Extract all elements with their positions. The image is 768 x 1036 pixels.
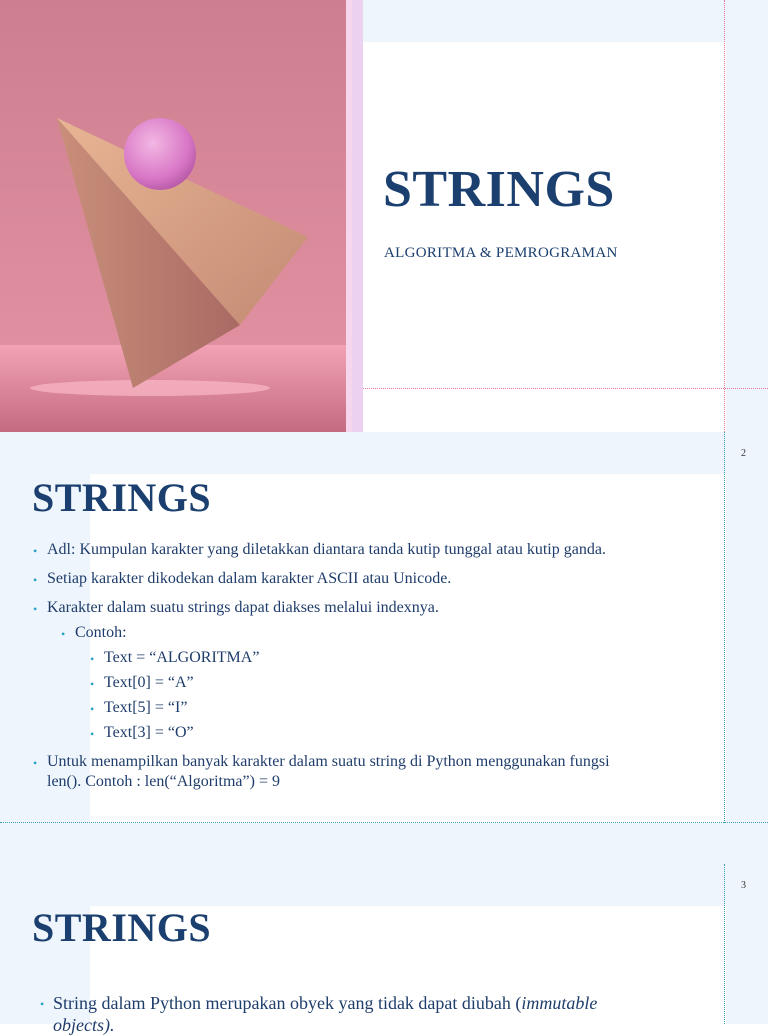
- slide-3-title: STRINGS: [32, 905, 212, 950]
- slide-gap: [0, 823, 768, 864]
- bullet-dot-icon: •: [61, 627, 66, 641]
- page-number: 2: [741, 448, 746, 459]
- right-band: [726, 864, 768, 1024]
- list-item: • String dalam Python merupakan obyek yang tidak dapat diubah (immutable objects).: [40, 993, 598, 1035]
- guide-line-v: [724, 864, 725, 1024]
- list-item: • Text = “ALGORITMA”: [33, 648, 683, 668]
- list-item: • Text[3] = “O”: [33, 723, 683, 743]
- decor-strip-inner: [352, 0, 363, 432]
- bullet-dot-icon: •: [33, 544, 38, 558]
- slide-1-subtitle: ALGORITMA & PEMROGRAMAN: [384, 245, 618, 261]
- list-item: • Text[5] = “I”: [33, 698, 683, 718]
- slide-2-title: STRINGS: [32, 475, 212, 520]
- bullet-dot-icon: •: [90, 702, 95, 716]
- bullet-dot-icon: •: [90, 652, 95, 666]
- slide-1-title: STRINGS: [383, 161, 615, 218]
- slide-2: [0, 432, 768, 823]
- bullet-dot-icon: •: [33, 602, 38, 616]
- bullet-dot-icon: •: [33, 573, 38, 587]
- top-band: [0, 864, 768, 906]
- guide-line-h: [0, 822, 768, 823]
- bullet-dot-icon: •: [40, 997, 45, 1011]
- right-band: [726, 432, 768, 823]
- sphere-shape: [124, 118, 196, 190]
- guide-line-v: [724, 432, 725, 823]
- slide-1: [0, 0, 768, 432]
- list-item: • Untuk menampilkan banyak karakter dalam suatu string di Python menggunakan fungsi len(). Contoh : len(“Algoritma”) = 9: [33, 753, 610, 790]
- guide-line-h: [363, 388, 768, 389]
- bullet-list: [40, 992, 660, 1036]
- list-item: • Setiap karakter dikodekan dalam karakter ASCII atau Unicode.: [33, 569, 683, 589]
- bullet-dot-icon: •: [90, 677, 95, 691]
- bullet-dot-icon: •: [33, 756, 38, 770]
- right-band: [726, 0, 768, 432]
- bullet-dot-icon: •: [90, 727, 95, 741]
- bullet-list: [33, 540, 683, 792]
- page-number: 3: [741, 880, 746, 891]
- slide-3: [0, 864, 768, 1035]
- list-item: • Karakter dalam suatu strings dapat diakses melalui indexnya.: [33, 598, 683, 618]
- list-item: • Adl: Kumpulan karakter yang diletakkan diantara tanda kutip tunggal atau kutip ganda.: [33, 540, 683, 560]
- list-item: • Text[0] = “A”: [33, 673, 683, 693]
- guide-line-v: [724, 0, 725, 432]
- list-item: • Contoh:: [33, 623, 683, 643]
- top-band: [0, 432, 768, 474]
- cover-photo: [0, 0, 346, 432]
